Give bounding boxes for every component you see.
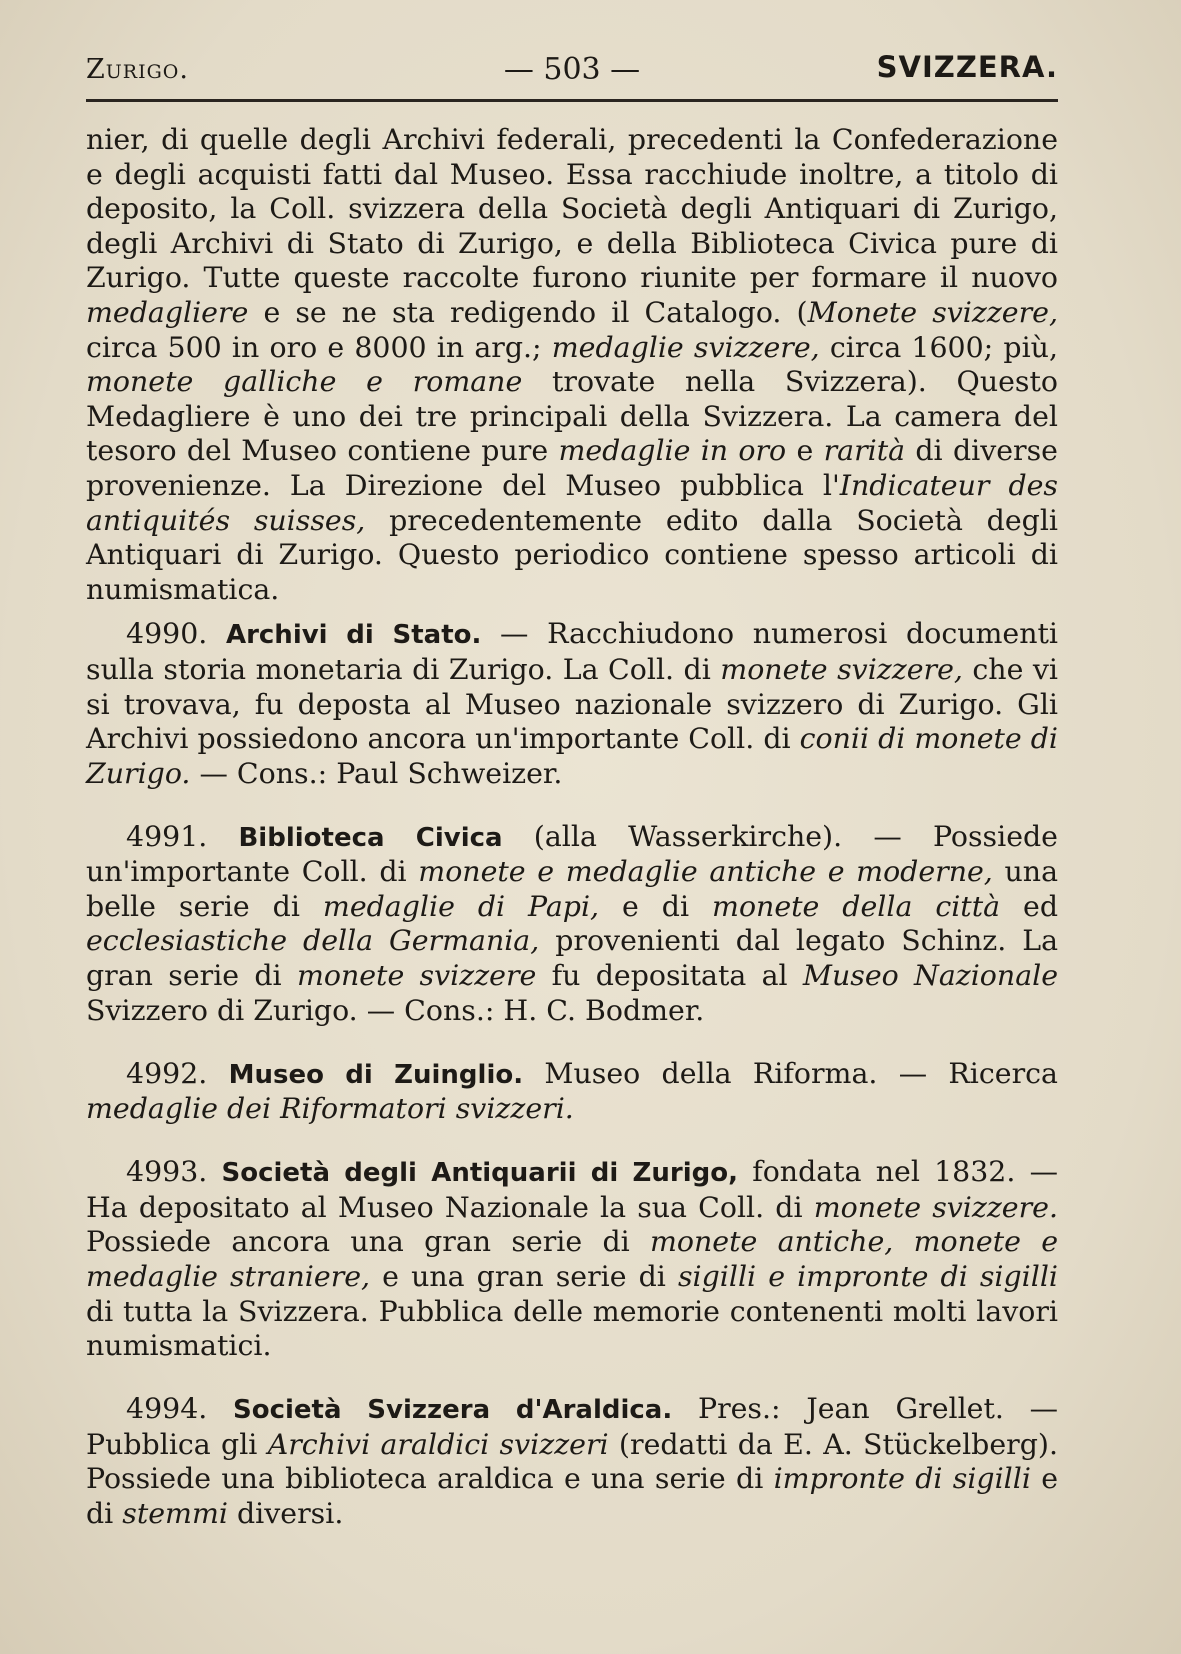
entry-number: 4993.: [126, 1155, 208, 1189]
entry-number: 4991.: [126, 819, 208, 853]
entry-title: Società degli Antiquarii di Zurigo,: [221, 1158, 738, 1189]
entry-number: 4994.: [126, 1392, 208, 1426]
header-city: Zurigo.: [86, 54, 189, 85]
page-number: — 503 —: [503, 52, 641, 87]
entry-title: Biblioteca Civica: [238, 822, 503, 853]
entry-title: Archivi di Stato.: [225, 620, 482, 651]
entry-4993: 4993. Società degli Antiquarii di Zurigo, fondata nel 1832. — Ha depositato al Museo Nazionale la sua Coll. di monete svizzere. Possiede ancora una gran serie di monete antiche, monete e medaglie straniere, e una gran serie di sigilli e impronte di sigilli di tutta la Svizzera. Pubblica delle memorie contenenti molti lavori numismatici.: [86, 1155, 1058, 1363]
entry-title: Museo di Zuinglio.: [228, 1059, 524, 1090]
entry-4994: 4994. Società Svizzera d'Araldica. Pres.: Jean Grellet. — Pubblica gli Archivi araldici svizzeri (redatti da E. A. Stückelberg). Possiede una biblioteca araldica e una serie di impronte di sigilli e di stemmi diversi.: [86, 1392, 1059, 1530]
header-rule: [86, 99, 1058, 102]
entry-number: 4992.: [126, 1056, 208, 1090]
entry-title: Società Svizzera d'Araldica.: [233, 1395, 673, 1426]
entry-number: 4990.: [126, 617, 208, 651]
running-header: [86, 48, 1058, 92]
entry-4992: 4992. Museo di Zuinglio. Museo della Riforma. — Ricerca medaglie dei Riformatori svizzeri.: [86, 1056, 1058, 1126]
header-country: SVIZZERA.: [876, 50, 1058, 84]
intro-paragraph: nier, di quelle degli Archivi federali, precedenti la Confederazione e degli acquisti fatti dal Museo. Essa racchiude inoltre, a titolo di deposito, la Coll. svizzera della Società degli Antiquari di Zurigo, degli Archivi di Stato di Zurigo, e della Biblioteca Civica pure di Zurigo. Tutte queste raccolte furono riunite per formare il nuovo medagliere e se ne sta redigendo il Catalogo. (Monete svizzere, circa 500 in oro e 8000 in arg.; medaglie svizzere, circa 1600; più, monete galliche e romane trovate nella Svizzera). Questo Medagliere è uno dei tre principali della Svizzera. La camera del tesoro del Museo contiene pure medaglie in oro e rarità di diverse provenienze. La Direzione del Museo pubblica l'Indicateur des antiquités suisses, precedentemente edito dalla Società degli Antiquari di Zurigo. Questo periodico contiene spesso articoli di numismatica.: [86, 123, 1059, 606]
entry-4991: 4991. Biblioteca Civica (alla Wasserkirche). — Possiede un'importante Coll. di monete e medaglie antiche e moderne, una belle serie di medaglie di Papi, e di monete della città ed ecclesiastiche della Germania, provenienti dal legato Schinz. La gran serie di monete svizzere fu depositata al Museo Nazionale Svizzero di Zurigo. — Cons.: H. C. Bodmer.: [86, 819, 1059, 1027]
page-body: [86, 123, 1058, 1560]
entry-4990: 4990. Archivi di Stato. — Racchiudono numerosi documenti sulla storia monetaria di Zurigo. La Coll. di monete svizzere, che vi si trovava, fu deposta al Museo nazionale svizzero di Zurigo. Gli Archivi possiedono ancora un'importante Coll. di conii di monete di Zurigo. — Cons.: Paul Schweizer.: [86, 617, 1058, 790]
